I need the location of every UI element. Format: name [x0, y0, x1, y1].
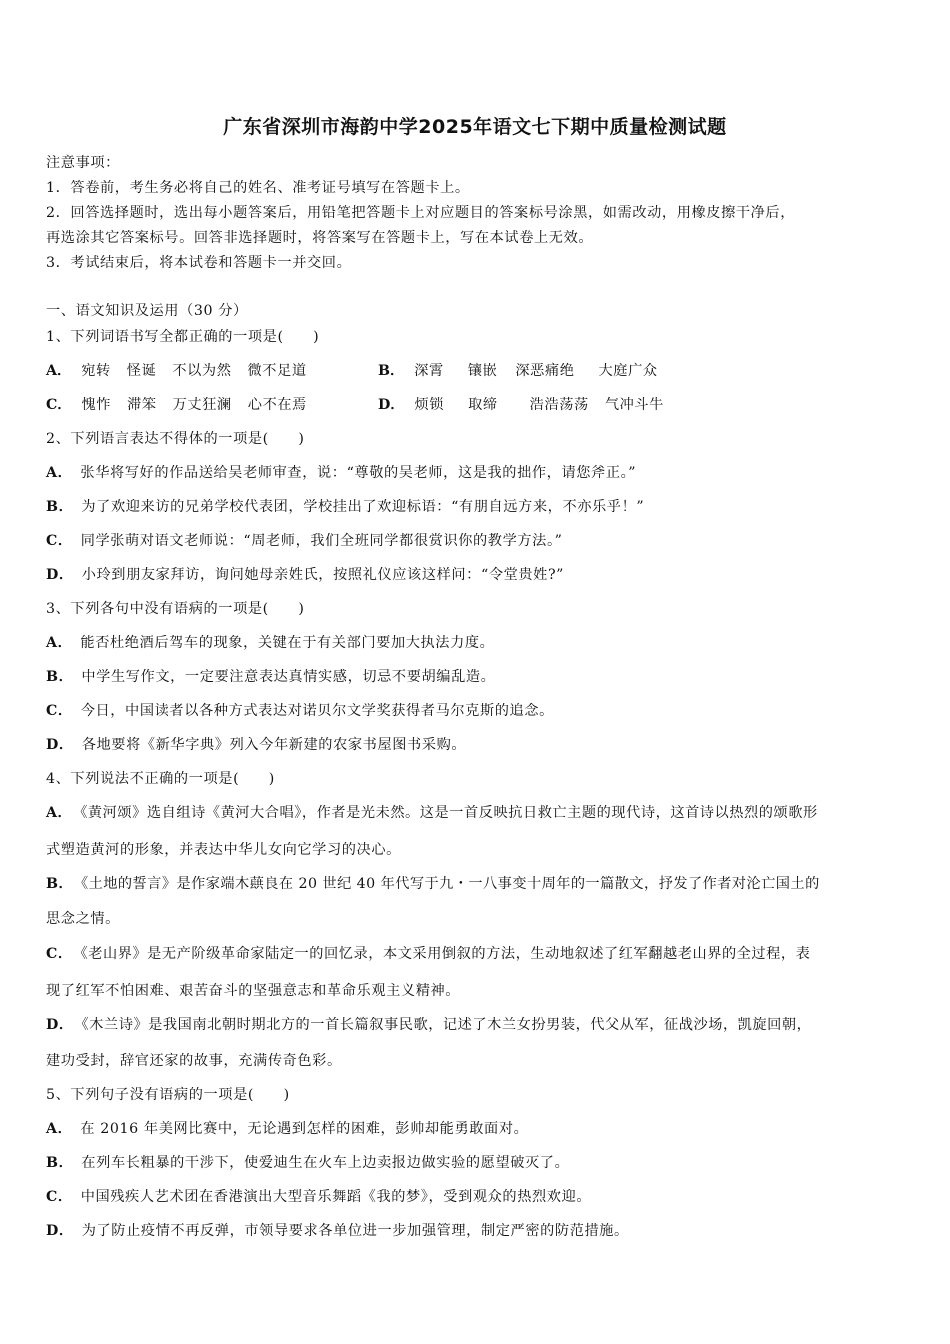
q5-option-c: C． 中国残疾人艺术团在香港演出大型音乐舞蹈《我的梦》，受到观众的热烈欢迎。	[46, 1189, 592, 1205]
q3-option-a: A． 能否杜绝酒后驾车的现象，关键在于有关部门要加大执法力度。	[46, 635, 495, 651]
q4-option-d-cont: 建功受封，辞官还家的故事，充满传奇色彩。	[46, 1053, 342, 1069]
option-label: C．	[46, 397, 72, 413]
option-label: C．	[46, 703, 73, 719]
notice-line: 3．考试结束后，将本试卷和答题卡一并交回。	[46, 255, 352, 271]
option-label: D．	[378, 397, 405, 413]
word: 愧怍	[81, 397, 112, 413]
q4-option-c-cont: 现了红军不怕困难、艰苦奋斗的坚强意志和革命乐观主义精神。	[46, 983, 461, 999]
option-label: C．	[46, 1189, 73, 1205]
word: 微不足道	[247, 363, 307, 379]
question-stem: 5、下列句子没有语病的一项是( )	[46, 1087, 290, 1103]
q1-option-a	[46, 360, 378, 380]
notice-line: 2．回答选择题时，选出每小题答案后，用铅笔把答题卡上对应题目的答案标号涂黑，如需改动，用橡皮擦干净后，	[46, 205, 796, 221]
option-label: B．	[46, 1155, 74, 1171]
question-stem: 2、下列语言表达不得体的一项是( )	[46, 431, 305, 447]
q3-option-d: D． 各地要将《新华字典》列入今年新建的农家书屋图书采购。	[46, 737, 467, 753]
option-label: B．	[378, 363, 405, 379]
q4-option-a: A． 《黄河颂》选自组诗《黄河大合唱》，作者是光未然。这是一首反映抗日救亡主题的现代诗，这首诗以热烈的颂歌形	[46, 805, 818, 821]
word: 深霄	[414, 363, 444, 379]
option-label: A．	[46, 465, 73, 481]
q4-option-a-cont: 式塑造黄河的形象，并表达中华儿女向它学习的决心。	[46, 842, 401, 858]
q3-option-c: C． 今日，中国读者以各种方式表达对诺贝尔文学奖获得者马尔克斯的追念。	[46, 703, 554, 719]
option-label: A．	[46, 363, 72, 379]
question-stem: 3、下列各句中没有语病的一项是( )	[46, 601, 305, 617]
q2-option-b: B． 为了欢迎来访的兄弟学校代表团，学校挂出了欢迎标语：“有朋自远方来，不亦乐乎！”	[46, 499, 645, 515]
q1-option-c	[46, 394, 378, 414]
option-label: A．	[46, 805, 73, 821]
q3-option-b: B． 中学生写作文，一定要注意表达真情实感，切忌不要胡编乱造。	[46, 669, 496, 685]
option-label: A．	[46, 1121, 73, 1137]
q4-option-d: D． 《木兰诗》是我国南北朝时期北方的一首长篇叙事民歌，记述了木兰女扮男装，代父从军，征战沙场，凯旋回朝，	[46, 1017, 812, 1033]
q4-option-b: B． 《土地的誓言》是作家端木蕻良在 20 世纪 40 年代写于九・一八事变十周年的一篇散文，抒发了作者对沦亡国土的	[46, 876, 820, 892]
word: 滞笨	[127, 397, 157, 413]
q4-option-b-cont: 思念之情。	[46, 911, 120, 927]
q1-option-row	[46, 360, 674, 380]
q5-option-a: A． 在 2016 年美网比赛中，无论遇到怎样的困难，彭帅却能勇敢面对。	[46, 1121, 529, 1137]
word: 宛转	[81, 363, 111, 379]
page-title: 广东省深圳市海韵中学2025年语文七下期中质量检测试题	[223, 116, 727, 138]
word: 镶嵌	[467, 363, 498, 379]
q1-option-b	[378, 360, 674, 380]
option-label: D．	[46, 1017, 74, 1033]
option-label: B．	[46, 499, 74, 515]
word: 心不在焉	[247, 397, 307, 413]
option-label: D．	[46, 567, 74, 583]
q2-option-c: C． 同学张萌对语文老师说：“周老师，我们全班同学都很赏识你的教学方法。”	[46, 533, 563, 549]
section-heading: 一、语文知识及运用（30 分）	[46, 303, 248, 319]
notice-heading: 注意事项：	[46, 155, 120, 171]
option-label: D．	[46, 1223, 74, 1239]
option-label: A．	[46, 635, 73, 651]
q1-option-row	[46, 394, 680, 414]
option-label: D．	[46, 737, 74, 753]
word: 浩浩荡荡	[529, 397, 589, 413]
q2-option-a: A． 张华将写好的作品送给吴老师审查，说：“尊敬的吴老师，这是我的拙作，请您斧正。”	[46, 465, 637, 481]
notice-line: 1．答卷前，考生务必将自己的姓名、准考证号填写在答题卡上。	[46, 180, 470, 196]
option-label: B．	[46, 876, 74, 892]
q5-option-b: B． 在列车长粗暴的干涉下，使爱迪生在火车上边卖报边做实验的愿望破灭了。	[46, 1155, 570, 1171]
option-label: C．	[46, 533, 73, 549]
q2-option-d: D． 小玲到朋友家拜访，询问她母亲姓氏，按照礼仪应该这样问：“令堂贵姓?”	[46, 567, 565, 583]
notice-line: 再选涂其它答案标号。回答非选择题时，将答案写在答题卡上，写在本试卷上无效。	[46, 230, 594, 246]
word: 烦锁	[414, 397, 445, 413]
q5-option-d: D． 为了防止疫情不再反弹，市领导要求各单位进一步加强管理，制定严密的防范措施。	[46, 1223, 629, 1239]
q1-option-d	[378, 394, 680, 414]
word: 怪诞	[126, 363, 157, 379]
word: 不以为然	[172, 363, 232, 379]
word: 深恶痛绝	[515, 363, 575, 379]
question-stem: 4、下列说法不正确的一项是( )	[46, 771, 275, 787]
word: 气冲斗牛	[604, 397, 664, 413]
option-label: C．	[46, 946, 73, 962]
option-label: B．	[46, 669, 74, 685]
word: 取缔	[468, 397, 498, 413]
word: 万丈狂澜	[172, 397, 232, 413]
q4-option-c: C． 《老山界》是无产阶级革命家陆定一的回忆录，本文采用倒叙的方法，生动地叙述了红军翻越老山界的全过程，表	[46, 946, 811, 962]
question-stem: 1、下列词语书写全都正确的一项是( )	[46, 329, 320, 345]
word: 大庭广众	[598, 363, 658, 379]
